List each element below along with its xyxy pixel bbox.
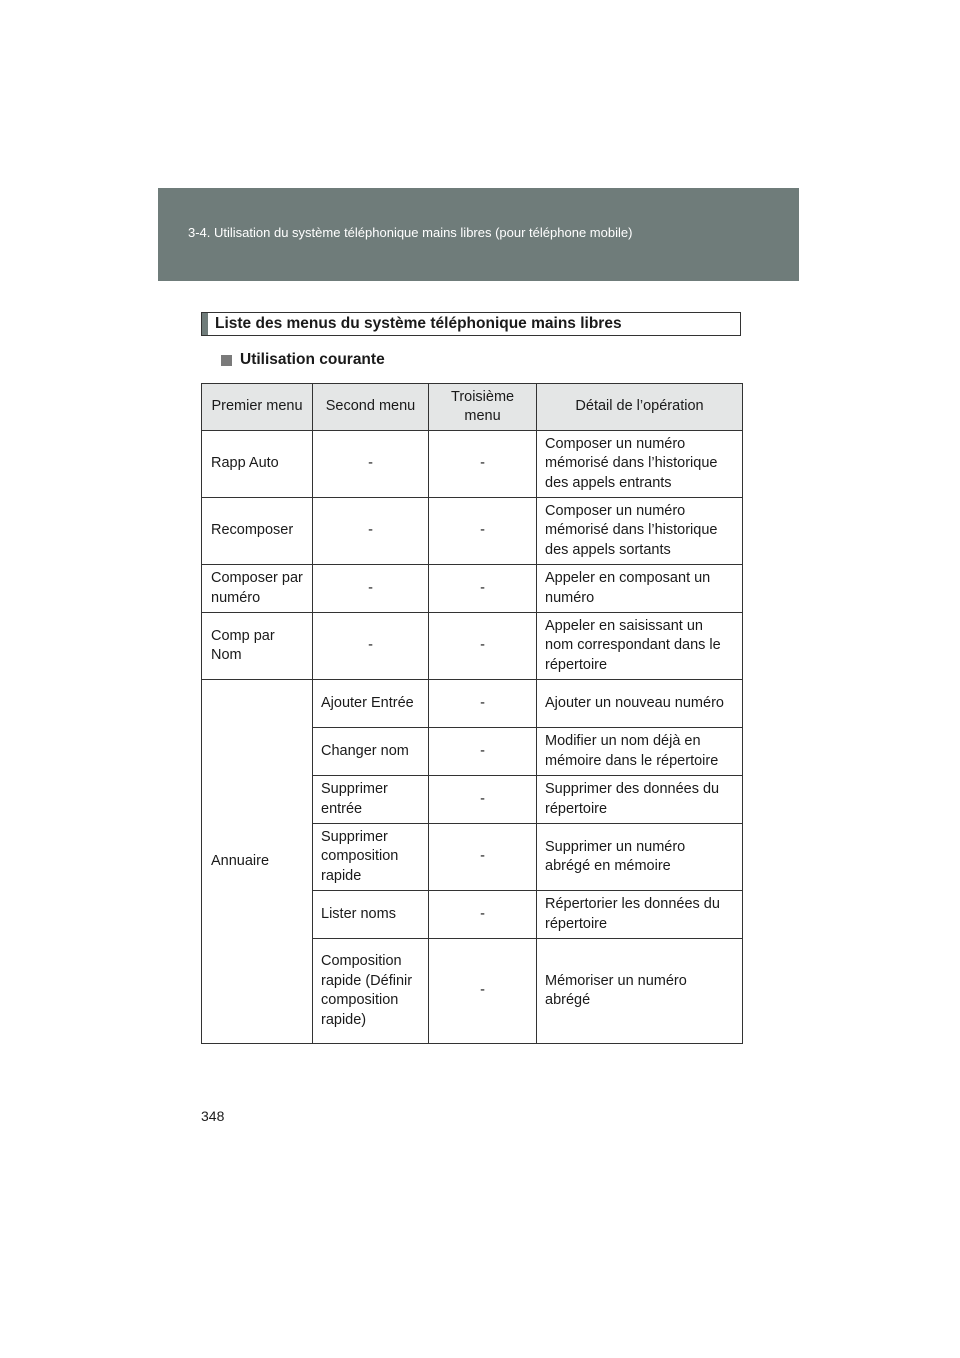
section-title: Liste des menus du système téléphonique mains libres [215, 315, 622, 332]
header-cell: Troisième menu [429, 384, 537, 431]
square-bullet-icon [221, 355, 232, 366]
table-cell: - [429, 680, 537, 728]
table-cell: Rapp Auto [202, 431, 313, 498]
table-cell: Appeler en composant un numéro [537, 565, 743, 613]
table-cell: - [429, 728, 537, 776]
table-cell: - [313, 498, 429, 565]
table-cell: Composition rapide (Définir composition rapide) [313, 939, 429, 1044]
table-cell: Supprimer un numéro abrégé en mémoire [537, 824, 743, 891]
menu-table [201, 383, 743, 1044]
header-cell: Détail de l’opération [537, 384, 743, 431]
table-row [202, 613, 743, 680]
subsection-title: Utilisation courante [240, 351, 385, 368]
table-row [202, 431, 743, 498]
table-cell: Changer nom [313, 728, 429, 776]
header-cell: Premier menu [202, 384, 313, 431]
table-cell: - [429, 939, 537, 1044]
table-cell: Supprimer des données du répertoire [537, 776, 743, 824]
table-cell: Lister noms [313, 891, 429, 939]
table-cell: Supprimer entrée [313, 776, 429, 824]
table-cell: - [429, 776, 537, 824]
table-cell: - [313, 431, 429, 498]
header-cell: Second menu [313, 384, 429, 431]
table-row [202, 498, 743, 565]
table-cell: Comp par Nom [202, 613, 313, 680]
table-cell: Composer un numéro mémorisé dans l’historique des appels entrants [537, 431, 743, 498]
table-cell: Mémoriser un numéro abrégé [537, 939, 743, 1044]
table-cell: - [429, 891, 537, 939]
table-cell: - [313, 565, 429, 613]
table-header-row [202, 384, 743, 431]
table-cell: - [429, 613, 537, 680]
table-cell: Supprimer composition rapide [313, 824, 429, 891]
table-cell: - [429, 824, 537, 891]
table-row [202, 565, 743, 613]
table-cell: Modifier un nom déjà en mémoire dans le répertoire [537, 728, 743, 776]
table-cell: Composer un numéro mémorisé dans l’historique des appels sortants [537, 498, 743, 565]
table-cell: Recomposer [202, 498, 313, 565]
table-cell: Répertorier les données du répertoire [537, 891, 743, 939]
table-cell: - [429, 565, 537, 613]
section-heading [201, 312, 741, 336]
table-cell: Composer par numéro [202, 565, 313, 613]
chapter-header-band [158, 188, 799, 281]
section-accent-bar [202, 313, 208, 335]
table-cell: - [313, 613, 429, 680]
page-number: 348 [201, 1108, 225, 1124]
table-cell: Annuaire [202, 680, 313, 1044]
table-cell: - [429, 498, 537, 565]
table-row [202, 680, 743, 728]
table-cell: Ajouter Entrée [313, 680, 429, 728]
chapter-title: 3-4. Utilisation du système téléphonique mains libres (pour téléphone mobile) [188, 225, 633, 240]
table-cell: - [429, 431, 537, 498]
table-cell: Ajouter un nouveau numéro [537, 680, 743, 728]
table-cell: Appeler en saisissant un nom correspondant dans le répertoire [537, 613, 743, 680]
